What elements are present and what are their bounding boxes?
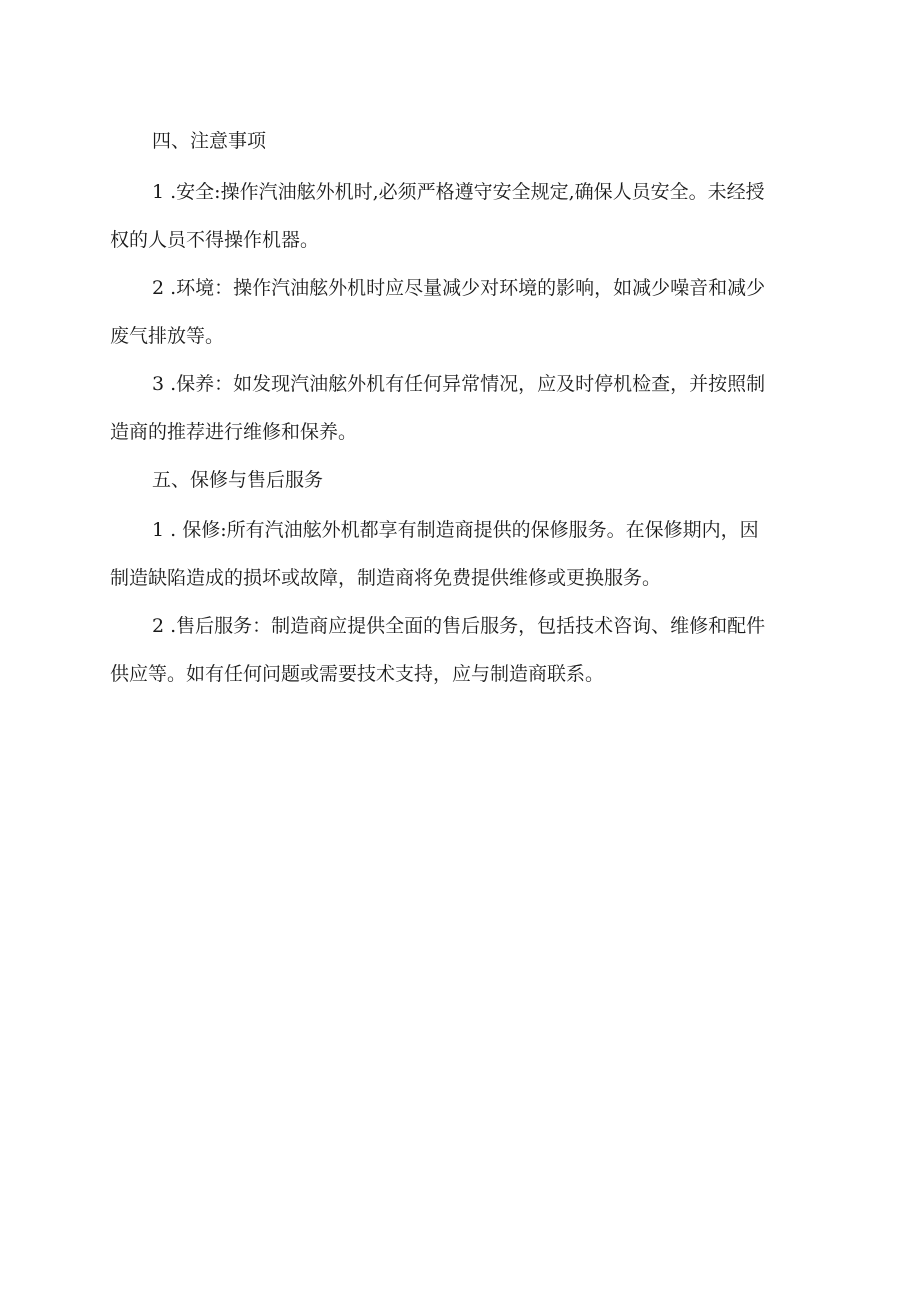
paragraph-after-sales-line2: 供应等。如有任何问题或需要技术支持，应与制造商联系。 <box>110 663 605 685</box>
paragraph-safety-line1: 1 .安全:操作汽油舷外机时,必须严格遵守安全规定,确保人员安全。未经授 <box>152 181 765 203</box>
paragraph-after-sales-line1: 2 .售后服务：制造商应提供全面的售后服务，包括技术咨询、维修和配件 <box>152 615 766 637</box>
paragraph-safety-line2: 权的人员不得操作机器。 <box>110 229 320 251</box>
paragraph-maintenance-line1: 3 .保养：如发现汽油舷外机有任何异常情况，应及时停机检查，并按照制 <box>152 373 766 395</box>
paragraph-warranty-line1: 1 . 保修:所有汽油舷外机都享有制造商提供的保修服务。在保修期内，因 <box>152 519 759 541</box>
paragraph-environment-line1: 2 .环境：操作汽油舷外机时应尽量减少对环境的影响，如减少噪音和减少 <box>152 277 766 299</box>
paragraph-maintenance-line2: 造商的推荐进行维修和保养。 <box>110 421 358 443</box>
section-heading-warranty-service: 五、保修与售后服务 <box>152 469 324 491</box>
paragraph-environment-line2: 废气排放等。 <box>110 325 225 347</box>
paragraph-warranty-line2: 制造缺陷造成的损坏或故障，制造商将免费提供维修或更换服务。 <box>110 567 662 589</box>
section-heading-precautions: 四、注意事项 <box>152 130 267 152</box>
